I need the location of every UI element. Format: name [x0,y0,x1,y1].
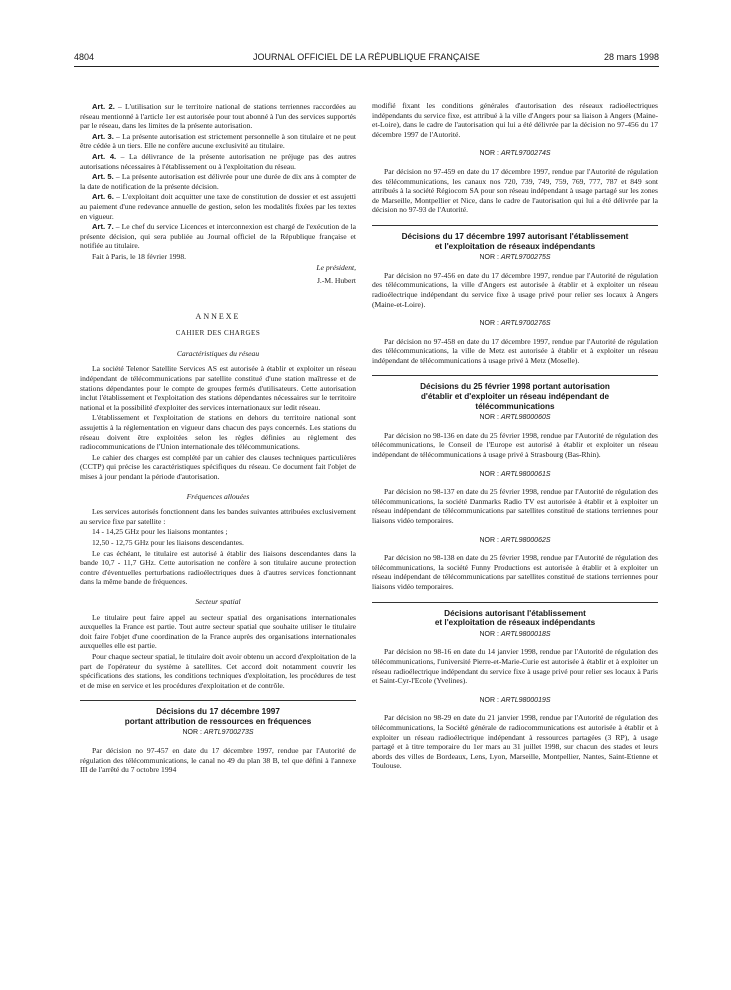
article-3 [80,132,356,151]
nor-reference [372,630,658,640]
fait-line: Fait à Paris, le 18 février 1998. [92,251,187,261]
nor-reference [372,470,658,480]
nor-code: ARTL9700273S [203,729,254,737]
decision-para: Par décision no 97-458 en date du 17 décembre 1997, rendue par l'Autorité de régulation des télécommunications, la ville de Metz est autorisée à établir et à exploiter un réseau indépendant de télécommunications à usage privé à Metz (Moselle). [372,336,658,365]
article-label: Art. 7. [92,222,114,232]
article-text: – L'exploitant doit acquitter une taxe de constitution de dossier et est assujetti au paiement d'une redevance annuelle de gestion, selon les modalités fixées par les textes en vigueur. [80,192,356,221]
article-4 [80,152,356,171]
decision-heading-line-2: portant attribution de ressources en fréquences [124,716,312,726]
article-label: Art. 6. [92,192,114,202]
decision-para: Par décision no 97-459 en date du 17 décembre 1997, rendue par l'Autorité de régulation des télécommunications, les canaux nos 720, 739, 749, 759, 769, 777, 787 et 849 sont attribués à la société Régiocom SA pour son réseau indépendant à usage partagé sur les zones de Marseille, Montpellier et Nice, dans le cadre de l'autorisation qui lui a été délivrée par la décision no 97-93 de l'Autorité. [372,166,658,215]
nor-code: ARTL9800062S [500,536,551,544]
sec2-heading-line-1: Décisions du 17 décembre 1997 autorisant l'établissement [401,231,629,241]
sec2-heading-line-2: et l'exploitation de réseaux indépendants [434,241,596,251]
nor-prefix: NOR : [479,414,501,422]
frequences-intro: Les services autorisés fonctionnent dans les bandes suivantes attribuées exclusivement au service fixe par satellite : [80,507,356,526]
sec4-heading-line-1: Décisions autorisant l'établissement [444,608,586,618]
caracteristiques-para-3: Le cahier des charges est complété par un cahier des clauses techniques particulières (CCTP) qui précise les caractéristiques spécifiques du réseau. Ce document fait l'objet de mises à jour pendant la période d'autorisation. [80,452,356,481]
nor-code: ARTL9800018S [500,630,551,638]
caracteristiques-para-2: L'établissement et l'exploitation de stations en dehors du territoire national sont assujettis à la réglementation en vigueur dans chacun des pays concernés. Les stations du réseau doivent être exploitées selon les règles définies au règlement des radiocommunications de l'Union internationale des télécommunications. [80,413,356,452]
article-7 [80,222,356,251]
nor-prefix: NOR : [479,254,501,262]
sec3-heading-line-1: Décisions du 25 février 1998 portant autorisation [420,382,610,392]
nor-prefix: NOR : [182,729,204,737]
signatory-title: Le président, [316,262,356,272]
nor-prefix: NOR : [479,696,501,704]
decision-para: Par décision no 98-29 en date du 21 janvier 1998, rendue par l'Autorité de régulation des télécommunications, la Société générale de radiocommunications est autorisée à établir et à exploiter un réseau radioélectrique indépendant à ressources partagées (3 RP), à usage partagé et à titre temporaire du 1er mars au 31 juillet 1998, sur chacun des stades et leurs abords des villes de Bordeaux, Lens, Lyon, Marseille, Montpellier, Nantes, Saint-Etienne et Toulouse. [372,713,658,771]
sec3-heading-line-3: télécommunications [475,401,555,411]
signatory-name: J.-M. Hubert [316,276,356,286]
secteur-title: Secteur spatial [195,596,241,606]
decision-para: Par décision no 98-16 en date du 14 janvier 1998, rendue par l'Autorité de régulation des télécommunications, l'université Pierre-et-Marie-Curie est autorisée à établir et à exploiter un réseau radioélectrique indépendant du service fixe à usage privé pour relier ses locaux à Paris et Saint-Cyr-l'Ecole (Yvelines). [372,647,658,686]
nor-code: ARTL9800019S [500,696,551,704]
decision-blocks-4 [372,630,658,771]
secteur-para-1: Le titulaire peut faire appel au secteur spatial des organisations internationales auxquelles la France est partie. Tout autre secteur spatial que souhaite utiliser le titulaire doit faire l'objet d'une coordination de la France auprès des organisations internationales auxquelles elle est partie. [80,612,356,651]
article-label: Art. 2. [92,102,115,111]
section-separator [372,375,658,376]
nor-prefix: NOR : [479,150,501,158]
article-text: – L'utilisation sur le territoire national de stations terriennes raccordées au réseau mentionné à l'article 1er est autorisée pour tout abonné à l'un des services supportés par le réseau, dans les limites de la présente autorisation. [80,102,356,131]
caracteristiques-title: Caractéristiques du réseau [176,348,260,358]
journal-title: JOURNAL OFFICIEL DE LA RÉPUBLIQUE FRANÇAISE [253,52,480,62]
article-5 [80,172,356,191]
article-text: – Le chef du service Licences et interconnexion est chargé de l'exécution de la présente décision, qui sera publiée au Journal officiel de la République française et notifiée au titulaire. [80,222,356,251]
decision-para: Par décision no 97-457 en date du 17 décembre 1997, rendue par l'Autorité de régulation des télécommunications, le canal no 49 du plan 38 B, tel que défini à l'annexe III de l'arrêté du 7 octobre 1994 [80,746,356,775]
article-text: – La présente autorisation est délivrée pour une durée de dix ans à compter de la date de notification de la présente décision. [80,172,356,191]
nor-code: ARTL9800061S [500,470,551,478]
page-number: 4804 [74,52,95,62]
nor-reference [372,319,658,329]
article-label: Art. 3. [92,131,114,141]
section-separator [80,700,356,701]
decision-blocks-1 [372,149,658,215]
right-column [372,101,658,772]
decision-blocks-2 [372,253,658,365]
nor-prefix: NOR : [479,320,501,328]
nor-code: ARTL9700276S [500,320,551,328]
cahier-heading: CAHIER DES CHARGES [175,329,261,338]
frequences-list-item-1: 14 - 14,25 GHz pour les liaisons montantes ; [92,527,228,537]
secteur-para-2: Pour chaque secteur spatial, le titulaire doit avoir obtenu un accord d'exploitation de la part de l'opérateur du système à satellites. Cet accord doit notamment couvrir les spécifications des stations, les conditions techniques d'exploitation, les procédures de test et de mise en service et les procédures d'exploitation et de contrôle. [80,651,356,690]
nor-reference [80,728,356,738]
nor-reference [372,253,658,263]
nor-code: ARTL9700275S [500,254,551,262]
issue-date: 28 mars 1998 [603,52,659,62]
article-6 [80,192,356,221]
decision-heading-line-1: Décisions du 17 décembre 1997 [156,707,280,717]
nor-reference [372,413,658,423]
page-header [74,52,659,66]
decision-para: Par décision no 98-137 en date du 25 février 1998, rendue par l'Autorité de régulation des télécommunications, la société Danmarks Radio TV est autorisée à établir et à exploiter un réseau indépendant de télécommunications par satellites constitué de stations terriennes pour liaisons vidéo temporaires. [372,487,658,525]
section-separator [372,602,658,603]
nor-prefix: NOR : [479,630,501,638]
nor-reference [372,149,658,159]
articles-list [80,102,356,251]
section-separator [372,225,658,226]
article-text: – La délivrance de la présente autorisation ne préjuge pas des autres autorisations nécessaires à l'établissement ou à l'exploitation du réseau. [80,151,356,171]
nor-prefix: NOR : [479,470,501,478]
continuation-para: modifié fixant les conditions générales d'autorisation des réseaux radioélectriques indépendants du service fixe, est attribué à la ville d'Angers pour sa liaison à Angers (Maine-et-Loire), dans le cadre de l'autorisation qui lui a été délivrée par la décision no 97-456 du 17 décembre 1997 de l'Autorité. [372,101,658,139]
decision-para: Par décision no 98-136 en date du 25 février 1998, rendue par l'Autorité de régulation des télécommunications, le Conseil de l'Europe est autorisé à établir et exploiter un réseau indépendant de télécommunications à usage privé à Strasbourg (Bas-Rhin). [372,430,658,460]
nor-code: ARTL9700274S [500,150,551,158]
nor-reference [372,536,658,546]
sec3-heading-line-2: d'établir et d'exploiter un réseau indépendant de [420,392,610,402]
left-column [80,102,356,776]
decision-blocks-3 [372,413,658,591]
decision-para: Par décision no 98-138 en date du 25 février 1998, rendue par l'Autorité de régulation des télécommunications, la société Funny Productions est autorisée à établir et à exploiter un réseau indépendant de télécommunications par satellites constitué de stations terriennes pour liaisons vidéo temporaires. [372,553,658,591]
nor-code: ARTL9800060S [500,414,551,422]
decision-para: Par décision no 97-456 en date du 17 décembre 1997, rendue par l'Autorité de régulation des télécommunications, la ville d'Angers est autorisée à établir et à exploiter un réseau radioélectrique indépendant du service fixe à usage privé pour relier ses locaux à Angers (Maine-et-Loire). [372,270,658,309]
nor-reference [372,696,658,706]
article-text: – La présente autorisation est strictement personnelle à son titulaire et ne peut être cédée à un tiers. Elle ne confère aucune exclusivité au titulaire. [80,131,356,151]
frequences-list-item-2: 12,50 - 12,75 GHz pour les liaisons descendantes. [92,537,244,547]
caracteristiques-para-1: La société Telenor Satellite Services AS est autorisée à établir et exploiter un réseau indépendant de télécommunications par satellite constitué d'une station maîtresse et de stations dépendantes pour le compte de groupes fermés d'utilisateurs. Cette autorisation inclut l'établissement et l'exploitation des stations dépendantes nécessaires sur le territoire national et la possibilité d'exploiter des services internationaux sur ledit réseau. [80,364,356,412]
article-label: Art. 5. [92,172,114,182]
frequences-title: Fréquences allouées [186,491,250,501]
article-label: Art. 4. [92,151,117,161]
annexe-heading: ANNEXE [195,311,241,321]
frequences-para: Le cas échéant, le titulaire est autorisé à établir des liaisons descendantes dans la bande 10,7 - 11,7 GHz. Cette autorisation ne confère à son titulaire aucune protection contre d'éventuelles perturbations radioélectriques dues à d'autres services fonctionnant dans la même bande de fréquences. [80,548,356,587]
article-2 [80,102,356,131]
header-rule [74,66,659,67]
nor-prefix: NOR : [479,536,501,544]
sec4-heading-line-2: et l'exploitation de réseaux indépendants [434,618,596,628]
